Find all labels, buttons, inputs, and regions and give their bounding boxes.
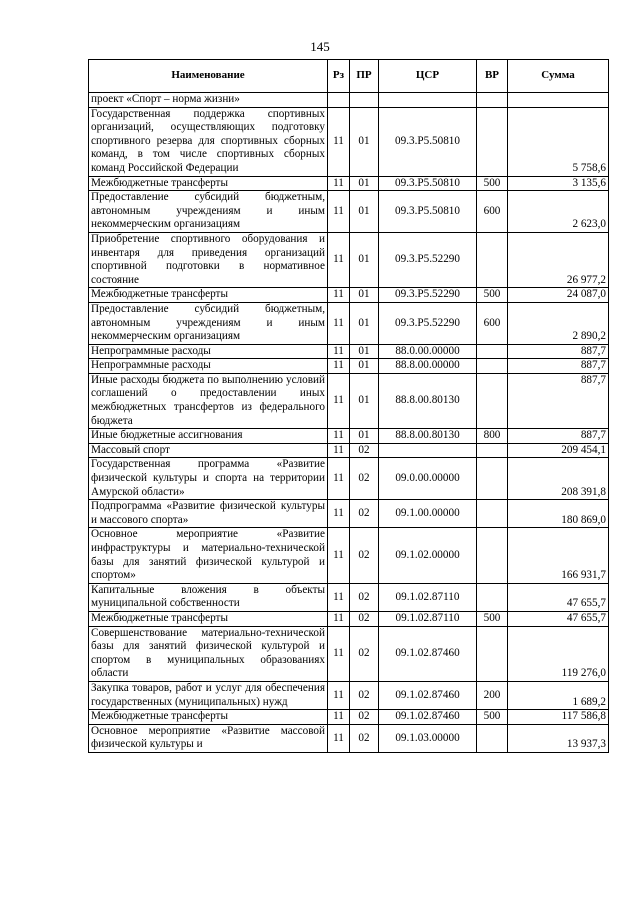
cell-name: Предоставление субсидий бюджетным, автономным учреждениям и иным некоммерческим организациям [89, 191, 328, 233]
cell-pr: 02 [350, 583, 379, 611]
cell-sum: 887,7 [508, 429, 609, 444]
table-row [89, 429, 609, 444]
cell-vr [477, 500, 508, 528]
cell-sum: 208 391,8 [508, 458, 609, 500]
cell-vr: 500 [477, 176, 508, 191]
cell-sum: 166 931,7 [508, 528, 609, 583]
cell-sum: 119 276,0 [508, 626, 609, 681]
cell-pr: 02 [350, 443, 379, 458]
header-name: Наименование [89, 60, 328, 93]
cell-rz: 11 [328, 302, 350, 344]
cell-sum: 117 586,8 [508, 710, 609, 725]
cell-vr [477, 107, 508, 176]
cell-pr: 01 [350, 191, 379, 233]
cell-csr: 09.1.02.87460 [379, 681, 477, 709]
cell-rz: 11 [328, 429, 350, 444]
cell-sum: 209 454,1 [508, 443, 609, 458]
cell-sum: 887,7 [508, 359, 609, 374]
cell-name: Основное мероприятие «Развитие массовой физической культуры и [89, 724, 328, 752]
table-row [89, 443, 609, 458]
cell-csr: 09.1.02.87460 [379, 710, 477, 725]
cell-csr: 09.3.P5.50810 [379, 107, 477, 176]
cell-name: Основное мероприятие «Развитие инфраструктуры и материально-технической базы для занятий физической культурой и спортом» [89, 528, 328, 583]
cell-pr: 01 [350, 176, 379, 191]
cell-csr: 88.8.00.80130 [379, 429, 477, 444]
cell-pr: 01 [350, 107, 379, 176]
table-body [89, 93, 609, 753]
cell-pr: 01 [350, 359, 379, 374]
cell-name: Межбюджетные трансферты [89, 710, 328, 725]
cell-pr: 02 [350, 611, 379, 626]
cell-sum: 24 087,0 [508, 288, 609, 303]
table-row [89, 93, 609, 108]
cell-rz: 11 [328, 191, 350, 233]
cell-vr: 600 [477, 302, 508, 344]
cell-pr [350, 93, 379, 108]
table-row [89, 500, 609, 528]
budget-table [88, 59, 609, 753]
cell-csr: 09.3.P5.52290 [379, 302, 477, 344]
cell-csr: 09.3.P5.52290 [379, 232, 477, 287]
cell-vr: 800 [477, 429, 508, 444]
cell-csr: 88.0.00.00000 [379, 344, 477, 359]
cell-sum: 26 977,2 [508, 232, 609, 287]
table-row [89, 626, 609, 681]
cell-vr [477, 232, 508, 287]
cell-pr: 02 [350, 528, 379, 583]
cell-csr: 09.1.00.00000 [379, 500, 477, 528]
cell-name: Государственная поддержка спортивных организаций, осуществляющих подготовку спортивного резерва для спортивных сборных команд, в том числе спортивных сборных команд Российской Федерации [89, 107, 328, 176]
cell-name: Закупка товаров, работ и услуг для обеспечения государственных (муниципальных) нужд [89, 681, 328, 709]
cell-rz: 11 [328, 107, 350, 176]
cell-vr: 500 [477, 288, 508, 303]
header-vr: ВР [477, 60, 508, 93]
table-row [89, 302, 609, 344]
cell-pr: 02 [350, 724, 379, 752]
cell-csr: 09.0.00.00000 [379, 458, 477, 500]
cell-vr: 200 [477, 681, 508, 709]
cell-rz [328, 93, 350, 108]
table-header [89, 60, 609, 93]
cell-csr: 09.1.02.87110 [379, 611, 477, 626]
cell-pr: 02 [350, 500, 379, 528]
cell-sum: 47 655,7 [508, 611, 609, 626]
cell-sum: 47 655,7 [508, 583, 609, 611]
cell-name: Совершенствование материально-технической базы для занятий физической культурой и спортом в муниципальных образованиях области [89, 626, 328, 681]
table-row [89, 458, 609, 500]
cell-sum: 887,7 [508, 373, 609, 428]
cell-rz: 11 [328, 288, 350, 303]
cell-csr: 88.8.00.80130 [379, 373, 477, 428]
cell-csr [379, 443, 477, 458]
cell-csr: 09.3.P5.52290 [379, 288, 477, 303]
cell-name: Массовый спорт [89, 443, 328, 458]
cell-pr: 01 [350, 373, 379, 428]
cell-csr: 09.3.P5.50810 [379, 176, 477, 191]
cell-pr: 02 [350, 681, 379, 709]
cell-sum: 887,7 [508, 344, 609, 359]
header-pr: ПР [350, 60, 379, 93]
header-row [89, 60, 609, 93]
cell-sum: 5 758,6 [508, 107, 609, 176]
header-sum: Сумма [508, 60, 609, 93]
cell-rz: 11 [328, 611, 350, 626]
cell-name: Предоставление субсидий бюджетным, автономным учреждениям и иным некоммерческим организациям [89, 302, 328, 344]
cell-csr: 88.8.00.00000 [379, 359, 477, 374]
cell-rz: 11 [328, 373, 350, 428]
cell-vr [477, 344, 508, 359]
cell-sum: 180 869,0 [508, 500, 609, 528]
table-row [89, 528, 609, 583]
header-csr: ЦСР [379, 60, 477, 93]
cell-vr [477, 93, 508, 108]
cell-vr [477, 583, 508, 611]
cell-csr: 09.3.P5.50810 [379, 191, 477, 233]
cell-rz: 11 [328, 724, 350, 752]
cell-vr [477, 458, 508, 500]
cell-name: Государственная программа «Развитие физической культуры и спорта на территории Амурской области» [89, 458, 328, 500]
cell-pr: 02 [350, 710, 379, 725]
cell-sum: 13 937,3 [508, 724, 609, 752]
cell-sum: 3 135,6 [508, 176, 609, 191]
table-row [89, 344, 609, 359]
cell-name: Приобретение спортивного оборудования и инвентаря для приведения организаций спортивной подготовки в нормативное состояние [89, 232, 328, 287]
table-row [89, 373, 609, 428]
cell-vr [477, 724, 508, 752]
table-row [89, 681, 609, 709]
cell-name: Межбюджетные трансферты [89, 611, 328, 626]
cell-vr: 500 [477, 710, 508, 725]
cell-rz: 11 [328, 626, 350, 681]
cell-pr: 01 [350, 232, 379, 287]
cell-csr: 09.1.02.00000 [379, 528, 477, 583]
cell-sum [508, 93, 609, 108]
cell-vr: 500 [477, 611, 508, 626]
cell-rz: 11 [328, 359, 350, 374]
cell-name: Иные расходы бюджета по выполнению условий соглашений о предоставлении иных межбюджетных трансфертов из федерального бюджета [89, 373, 328, 428]
cell-vr [477, 528, 508, 583]
cell-rz: 11 [328, 344, 350, 359]
cell-pr: 01 [350, 302, 379, 344]
cell-csr: 09.1.02.87460 [379, 626, 477, 681]
cell-rz: 11 [328, 528, 350, 583]
cell-rz: 11 [328, 710, 350, 725]
cell-vr [477, 443, 508, 458]
cell-name: проект «Спорт – норма жизни» [89, 93, 328, 108]
cell-pr: 02 [350, 626, 379, 681]
cell-pr: 02 [350, 458, 379, 500]
cell-pr: 01 [350, 429, 379, 444]
cell-rz: 11 [328, 443, 350, 458]
cell-name: Непрограммные расходы [89, 344, 328, 359]
header-rz: Рз [328, 60, 350, 93]
cell-rz: 11 [328, 232, 350, 287]
cell-csr [379, 93, 477, 108]
table-row [89, 176, 609, 191]
cell-rz: 11 [328, 583, 350, 611]
page-number: 145 [310, 39, 330, 54]
cell-name: Капитальные вложения в объекты муниципальной собственности [89, 583, 328, 611]
table-row [89, 724, 609, 752]
table-row [89, 232, 609, 287]
cell-pr: 01 [350, 288, 379, 303]
table-row [89, 359, 609, 374]
table-row [89, 288, 609, 303]
cell-vr: 600 [477, 191, 508, 233]
cell-sum: 2 623,0 [508, 191, 609, 233]
table-row [89, 710, 609, 725]
table-row [89, 107, 609, 176]
cell-name: Непрограммные расходы [89, 359, 328, 374]
cell-name: Межбюджетные трансферты [89, 288, 328, 303]
cell-name: Подпрограмма «Развитие физической культуры и массового спорта» [89, 500, 328, 528]
cell-sum: 1 689,2 [508, 681, 609, 709]
table-row [89, 191, 609, 233]
cell-name: Межбюджетные трансферты [89, 176, 328, 191]
cell-vr [477, 359, 508, 374]
cell-vr [477, 626, 508, 681]
cell-sum: 2 890,2 [508, 302, 609, 344]
cell-rz: 11 [328, 458, 350, 500]
cell-rz: 11 [328, 681, 350, 709]
cell-rz: 11 [328, 500, 350, 528]
table-row [89, 611, 609, 626]
cell-name: Иные бюджетные ассигнования [89, 429, 328, 444]
cell-rz: 11 [328, 176, 350, 191]
table-row [89, 583, 609, 611]
cell-csr: 09.1.03.00000 [379, 724, 477, 752]
cell-vr [477, 373, 508, 428]
cell-pr: 01 [350, 344, 379, 359]
cell-csr: 09.1.02.87110 [379, 583, 477, 611]
